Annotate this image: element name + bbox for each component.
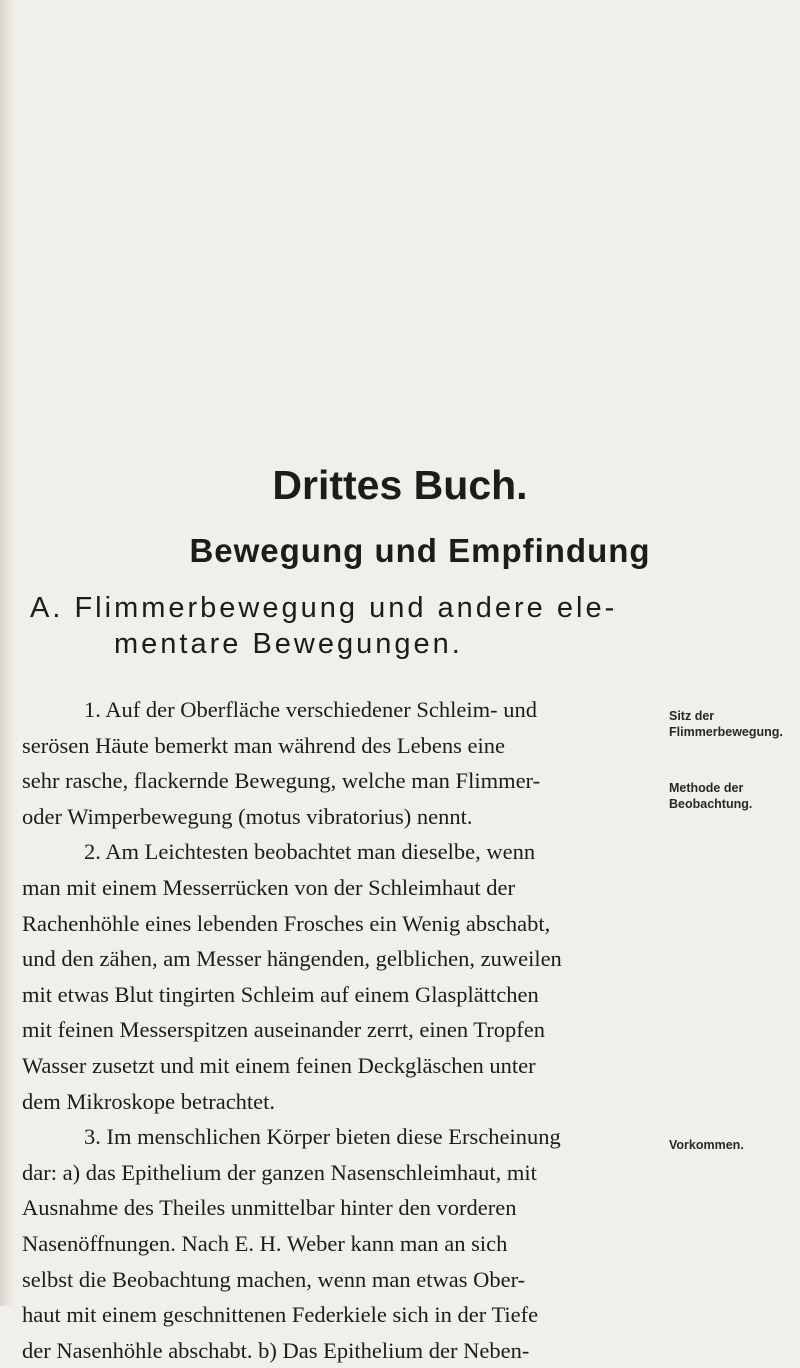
text-line: dar: a) das Epithelium der ganzen Nasenschleimhaut, mit [22, 1159, 537, 1185]
text-line: haut mit einem geschnittenen Federkiele sich in der Tiefe [22, 1302, 539, 1328]
text-line: 3. Im menschlichen Körper bieten diese Erscheinung [84, 1124, 561, 1150]
subsection-number: A. [30, 592, 64, 624]
text-line: und den zähen, am Messer hängenden, gelblichen, zuweilen [22, 946, 562, 972]
text-line: oder Wimperbewegung (motus vibratorius) nennt. [22, 803, 473, 829]
subsection-title [30, 590, 670, 662]
margin-note-vorkommen: Vorkommen. [669, 1138, 744, 1152]
subsection-title-line1: Flimmerbewegung und andere ele- [74, 592, 618, 624]
page-edge [0, 0, 14, 1306]
text-line: Ausnahme des Theiles unmittelbar hinter den vorderen [22, 1195, 517, 1221]
text-line: mit feinen Messerspitzen auseinander zerrt, einen Tropfen [22, 1017, 545, 1043]
text-line: sehr rasche, flackernde Bewegung, welche man Flimmer- [22, 768, 541, 794]
text-line: der Nasenhöhle abschabt. b) Das Epithelium der Neben- [22, 1337, 530, 1363]
text-line: serösen Häute bemerkt man während des Lebens eine [22, 732, 505, 758]
text-line: Rachenhöhle eines lebenden Frosches ein Wenig abschabt, [22, 910, 551, 936]
text-line: Nasenöffnungen. Nach E. H. Weber kann man an sich [22, 1230, 508, 1256]
margin-note-flimmer: Sitz der Flimmerbewegung. [669, 709, 783, 739]
text-line: Wasser zusetzt und mit einem feinen Deckgläschen unter [22, 1052, 536, 1078]
body-text [22, 692, 654, 1368]
section-title: Bewegung und Empfindung [189, 532, 651, 569]
text-line: 2. Am Leichtesten beobachtet man dieselbe, wenn [84, 839, 536, 865]
text-line: selbst die Beobachtung machen, wenn man etwas Ober- [22, 1266, 526, 1292]
text-line: mit etwas Blut tingirten Schleim auf einem Glasplättchen [22, 981, 539, 1007]
text-line: 1. Auf der Oberfläche verschiedener Schleim- und [84, 697, 537, 722]
text-line: dem Mikroskope betrachtet. [22, 1088, 276, 1114]
subsection-title-line2: mentare Bewegungen. [114, 628, 463, 660]
text-line: man mit einem Messerrücken von der Schleimhaut der [22, 874, 515, 900]
book-title: Drittes Buch. [272, 462, 528, 508]
margin-note-methode: Methode der Beobachtung. [669, 781, 753, 811]
